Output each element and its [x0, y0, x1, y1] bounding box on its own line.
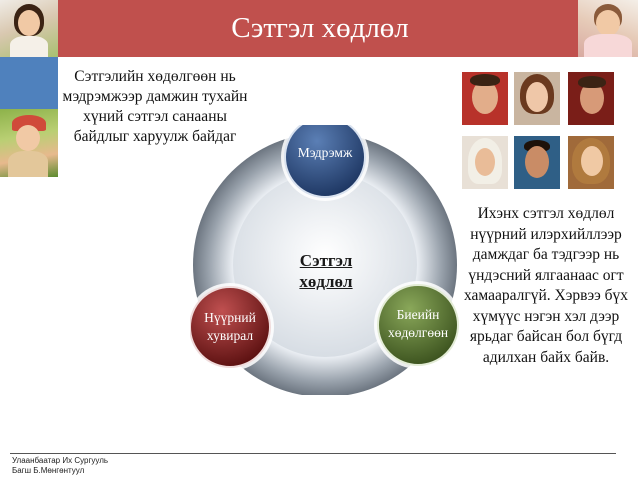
face-photo: [568, 72, 614, 125]
node-label-body-line1: Биеийн: [396, 307, 440, 322]
child-photo-top-left: [0, 0, 58, 57]
footer: [12, 456, 108, 476]
node-label-body-line2: хөдөлгөөн: [387, 325, 449, 340]
node-label-body: [368, 306, 468, 342]
node-label-facial: [180, 309, 280, 345]
child-photo-top-right: [578, 0, 638, 57]
face-photo: [462, 136, 508, 189]
child-photo-left: [0, 109, 58, 177]
face-photo: [514, 72, 560, 125]
center-label-line1: Сэтгэл: [299, 251, 353, 270]
center-label: [268, 250, 384, 292]
face-photo: [568, 136, 614, 189]
node-label-feeling: [275, 144, 375, 162]
node-label-facial-line1: Нүүрний: [204, 310, 256, 325]
faces-grid: [460, 72, 636, 194]
face-photo: [514, 136, 560, 189]
footer-author: Багш Б.Мөнгөнтуул: [12, 466, 85, 475]
center-label-line2: хөдлөл: [299, 272, 353, 291]
node-label-facial-line2: хувирал: [206, 328, 254, 343]
node-label-feeling-line1: Мэдрэмж: [297, 145, 353, 160]
footer-divider: [10, 453, 616, 454]
slide-title: Сэтгэл хөдлөл: [231, 12, 409, 44]
footer-institution: Улаанбаатар Их Сургууль: [12, 456, 109, 465]
accent-block: [0, 57, 58, 109]
right-description: Ихэнх сэтгэл хөдлөл нүүрний илэрхийллээр дамждаг ба тэдгээр нь үндэсний ялгаанаас огт хамааралгүй. Хэрвээ бүх хүмүүс нэгэн хэл дээр ярьдаг байсан бол бүгд адилхан байх байв.: [463, 205, 629, 366]
left-description: Сэтгэлийн хөдөлгөөн нь мэдрэмжээр дамжин тухайн хүний сэтгэл санааны байдлыг харуулж байдаг: [62, 68, 248, 145]
face-photo: [462, 72, 508, 125]
